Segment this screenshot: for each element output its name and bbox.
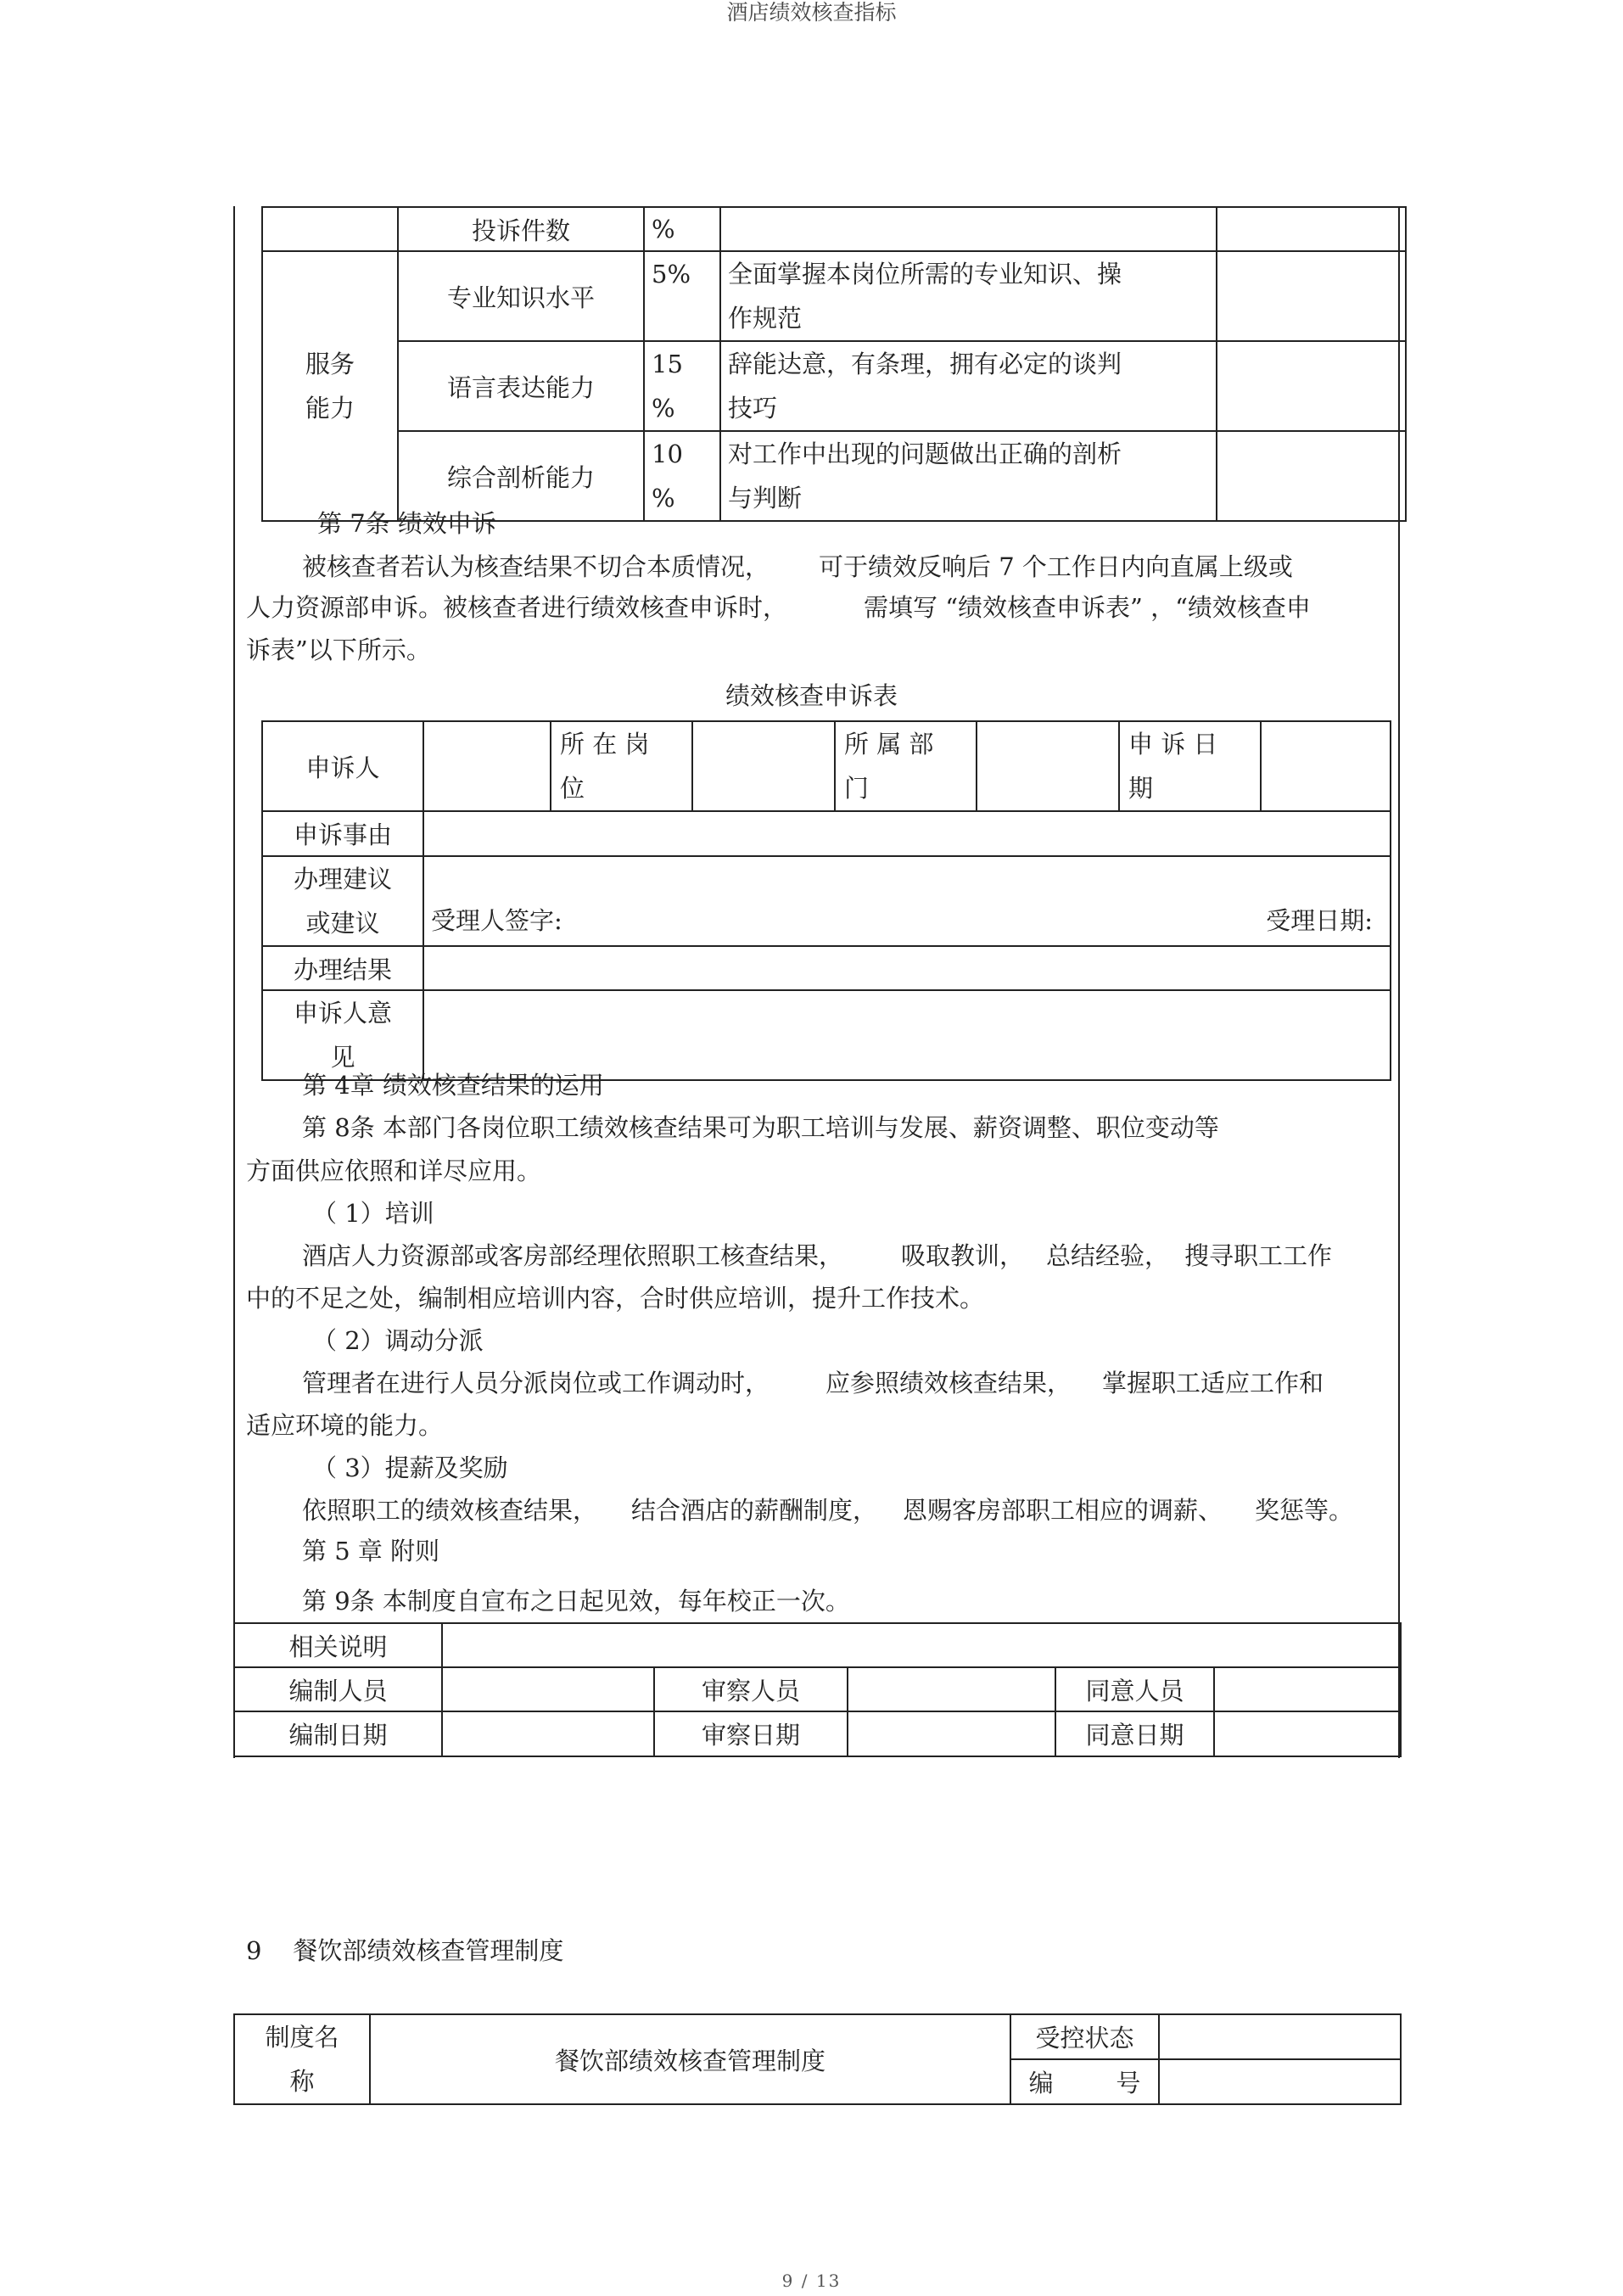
table-row <box>262 946 1391 990</box>
description-cell: 对工作中出现的问题做出正确的剖析 与判断 <box>720 431 1217 521</box>
chapter4-heading: 第 4章 绩效核查结果的运用 <box>302 1071 604 1100</box>
item3-line: 依照职工的绩效核查结果， 结合酒店的薪酬制度， 恩赐客房部职工相应的调薪、 奖惩等。 <box>302 1496 1354 1525</box>
post-label: 所 在 岗 位 <box>551 721 692 811</box>
reason-label: 申诉事由 <box>262 811 423 856</box>
article7-paragraph-line: 被核查者若认为核查结果不切合本质情况， 可于绩效反响后 7 个工作日内向直属上级或 <box>302 552 1293 581</box>
approve-date-label: 同意日期 <box>1055 1711 1214 1756</box>
item-cell: 语言表达能力 <box>398 341 644 431</box>
table-row <box>234 1667 1401 1711</box>
department-value <box>977 721 1119 811</box>
result-label: 办理结果 <box>262 946 423 990</box>
item1-line: 中的不足之处，编制相应培训内容，合时供应培训，提升工作技术。 <box>246 1284 985 1313</box>
weight-cell: 15 % <box>644 341 720 431</box>
appeal-date-value <box>1261 721 1391 811</box>
policy-name-value: 餐饮部绩效核查管理制度 <box>370 2014 1010 2104</box>
item2-title: （ 2）调动分派 <box>312 1326 484 1355</box>
table-row <box>234 2014 1401 2059</box>
table-row <box>262 721 1391 811</box>
table-row <box>262 341 1406 431</box>
table-row <box>234 1711 1401 1756</box>
category-cell: 服务 能力 <box>262 251 398 521</box>
appeal-form-title: 绩效核查申诉表 <box>725 681 898 710</box>
notes-label: 相关说明 <box>234 1623 442 1667</box>
item2-line: 适应环境的能力。 <box>246 1411 444 1440</box>
control-status-value <box>1159 2014 1401 2059</box>
weight-cell: 5% <box>644 251 720 341</box>
weight-cell: 10 % <box>644 431 720 521</box>
article7-paragraph-line: 人力资源部申诉。被核查者进行绩效核查申诉时， 需填写 “绩效核查申诉表” ，“绩效核查申 <box>246 593 1311 622</box>
number-value <box>1159 2059 1401 2104</box>
receiver-sign-label: 受理人签字: <box>431 906 562 935</box>
compiler-label: 编制人员 <box>234 1667 442 1711</box>
reason-value <box>423 811 1391 856</box>
item1-title: （ 1）培训 <box>312 1199 434 1228</box>
appeal-form-table <box>261 720 1391 1081</box>
post-value <box>692 721 835 811</box>
chapter5-heading: 第 5 章 附则 <box>302 1537 440 1565</box>
article8-line: 第 8条 本部门各岗位职工绩效核查结果可为职工培训与发展、薪资调整、职位变动等 <box>302 1113 1219 1142</box>
table-row <box>262 251 1406 341</box>
item-cell: 投诉件数 <box>398 207 644 251</box>
page-number: 9 / 13 <box>781 2271 842 2291</box>
item1-line: 酒店人力资源部或客房部经理依照职工核查结果， 吸取教训， 总结经验， 搜寻职工工作 <box>302 1241 1333 1270</box>
suggestion-value <box>423 856 1391 946</box>
item-cell: 综合剖析能力 <box>398 431 644 521</box>
control-status-label: 受控状态 <box>1010 2014 1159 2059</box>
department-label: 所 属 部 门 <box>835 721 977 811</box>
suggestion-label: 办理建议 或建议 <box>262 856 423 946</box>
policy-name-label: 制度名 称 <box>234 2014 370 2104</box>
item3-title: （ 3）提薪及奖励 <box>312 1453 508 1482</box>
table-row <box>262 207 1406 251</box>
article8-line: 方面供应依照和详尽应用。 <box>246 1156 542 1185</box>
article7-heading: 第 7条 绩效申诉 <box>317 509 496 538</box>
section9-heading: 9 餐饮部绩效核查管理制度 <box>246 1936 564 1965</box>
description-cell: 全面掌握本岗位所需的专业知识、操 作规范 <box>720 251 1217 341</box>
article9-line: 第 9条 本制度自宣布之日起见效，每年校正一次。 <box>302 1587 850 1616</box>
item2-line: 管理者在进行人员分派岗位或工作调动时， 应参照绩效核查结果， 掌握职工适应工作和 <box>302 1369 1324 1397</box>
opinion-label: 申诉人意 见 <box>262 990 423 1080</box>
appeal-date-label: 申 诉 日 期 <box>1119 721 1261 811</box>
table-row <box>234 1623 1401 1667</box>
description-cell: 辞能达意，有条理，拥有必定的谈判 技巧 <box>720 341 1217 431</box>
receive-date-label: 受理日期: <box>1266 906 1373 935</box>
approval-table <box>233 1622 1402 1757</box>
running-title: 酒店绩效核查指标 <box>726 0 897 25</box>
article7-paragraph-line: 诉表”以下所示。 <box>246 636 431 664</box>
compile-date-label: 编制日期 <box>234 1711 442 1756</box>
appellant-value <box>423 721 551 811</box>
service-ability-table <box>261 206 1407 522</box>
notes-value <box>442 1623 1401 1667</box>
appellant-label: 申诉人 <box>262 721 423 811</box>
section9-header-table <box>233 2013 1402 2105</box>
table-row <box>262 811 1391 856</box>
item-cell: 专业知识水平 <box>398 251 644 341</box>
table-row <box>262 856 1391 946</box>
result-value <box>423 946 1391 990</box>
number-label: 编 号 <box>1010 2059 1159 2104</box>
weight-cell: % <box>644 207 720 251</box>
reviewer-label: 审察人员 <box>654 1667 848 1711</box>
review-date-label: 审察日期 <box>654 1711 848 1756</box>
approver-label: 同意人员 <box>1055 1667 1214 1711</box>
